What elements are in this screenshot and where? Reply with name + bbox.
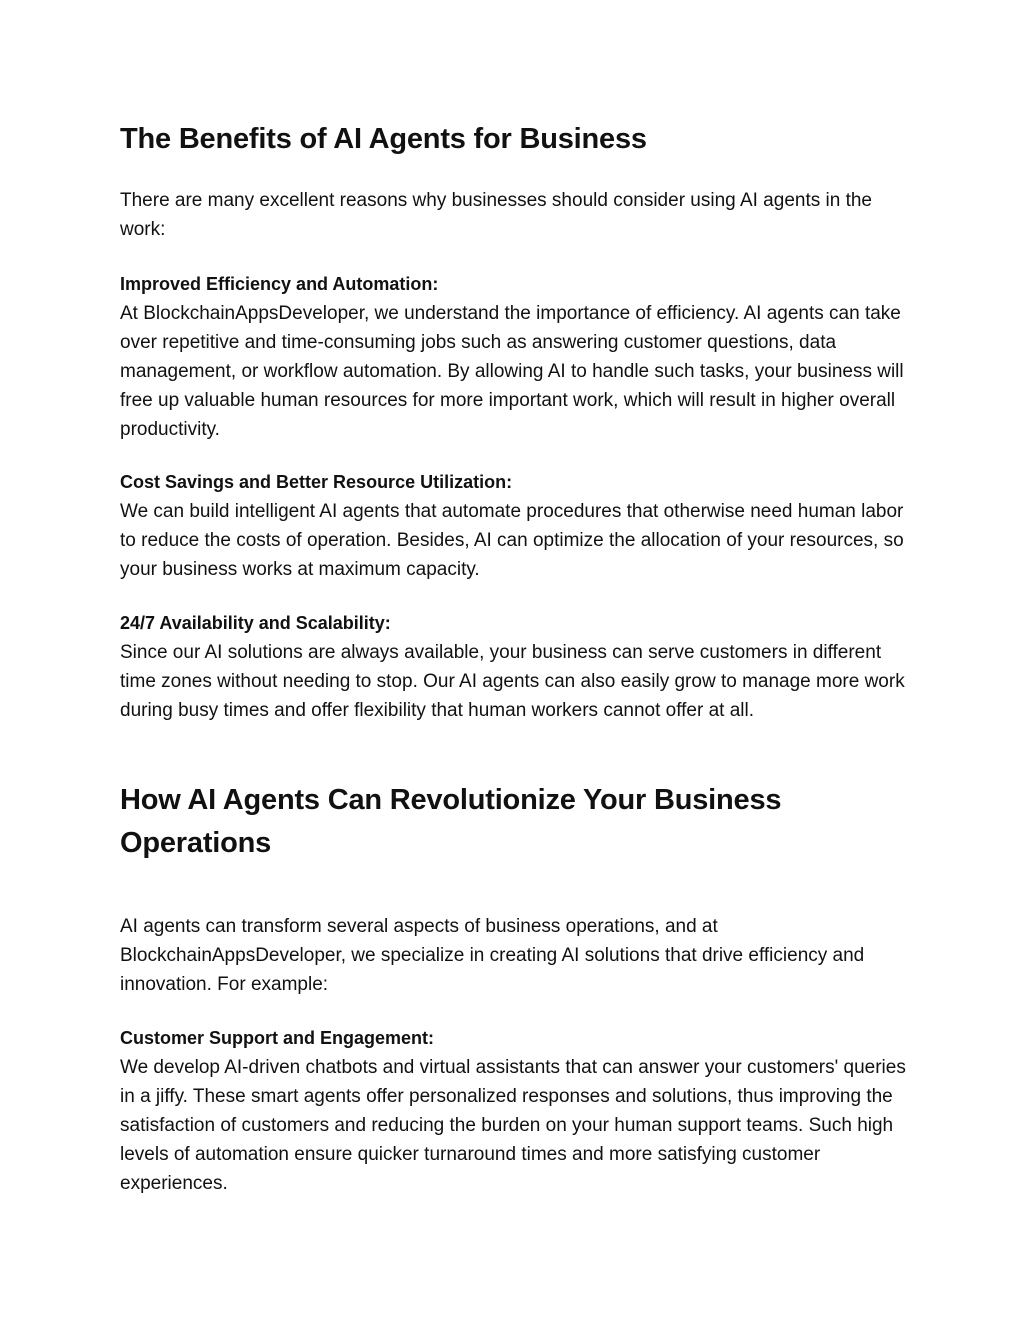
- operations-item-customer-support: [120, 1024, 910, 1198]
- benefit-text: Since our AI solutions are always available, your business can serve customers in different time zones without needing to stop. Our AI agents can also easily grow to manage more work during busy times and offer flexibility that human workers cannot offer at all.: [120, 642, 905, 721]
- benefit-item-availability: [120, 609, 910, 725]
- benefit-item-cost-savings: [120, 468, 910, 584]
- section-1-intro: There are many excellent reasons why businesses should consider using AI agents in the work:: [120, 190, 872, 240]
- benefit-text: We can build intelligent AI agents that automate procedures that otherwise need human labor to reduce the costs of operation. Besides, AI can optimize the allocation of your resources, so your business works at maximum capacity.: [120, 501, 904, 580]
- benefit-text: At BlockchainAppsDeveloper, we understand the importance of efficiency. AI agents can take over repetitive and time-consuming jobs such as answering customer questions, data management, or workflow automation. By allowing AI to handle such tasks, your business will free up valuable human resources for more important work, which will result in higher overall productivity.: [120, 303, 904, 440]
- benefit-heading: Cost Savings and Better Resource Utilization:: [120, 472, 513, 492]
- operations-text: We develop AI-driven chatbots and virtual assistants that can answer your customers' queries in a jiffy. These smart agents offer personalized responses and solutions, thus improving the satisfaction of customers and reducing the burden on your human support teams. Such high levels of automation ensure quicker turnaround times and more satisfying customer experiences.: [120, 1057, 906, 1194]
- section-2-intro: AI agents can transform several aspects of business operations, and at BlockchainAppsDeveloper, we specialize in creating AI solutions that drive efficiency and innovation. For example:: [120, 916, 865, 995]
- section-1-title: The Benefits of AI Agents for Business: [120, 123, 647, 155]
- benefit-item-efficiency: [120, 270, 910, 444]
- operations-heading: Customer Support and Engagement:: [120, 1028, 435, 1048]
- benefit-heading: Improved Efficiency and Automation:: [120, 274, 439, 294]
- benefit-heading: 24/7 Availability and Scalability:: [120, 613, 391, 633]
- section-2-title: How AI Agents Can Revolutionize Your Business Operations: [120, 784, 782, 859]
